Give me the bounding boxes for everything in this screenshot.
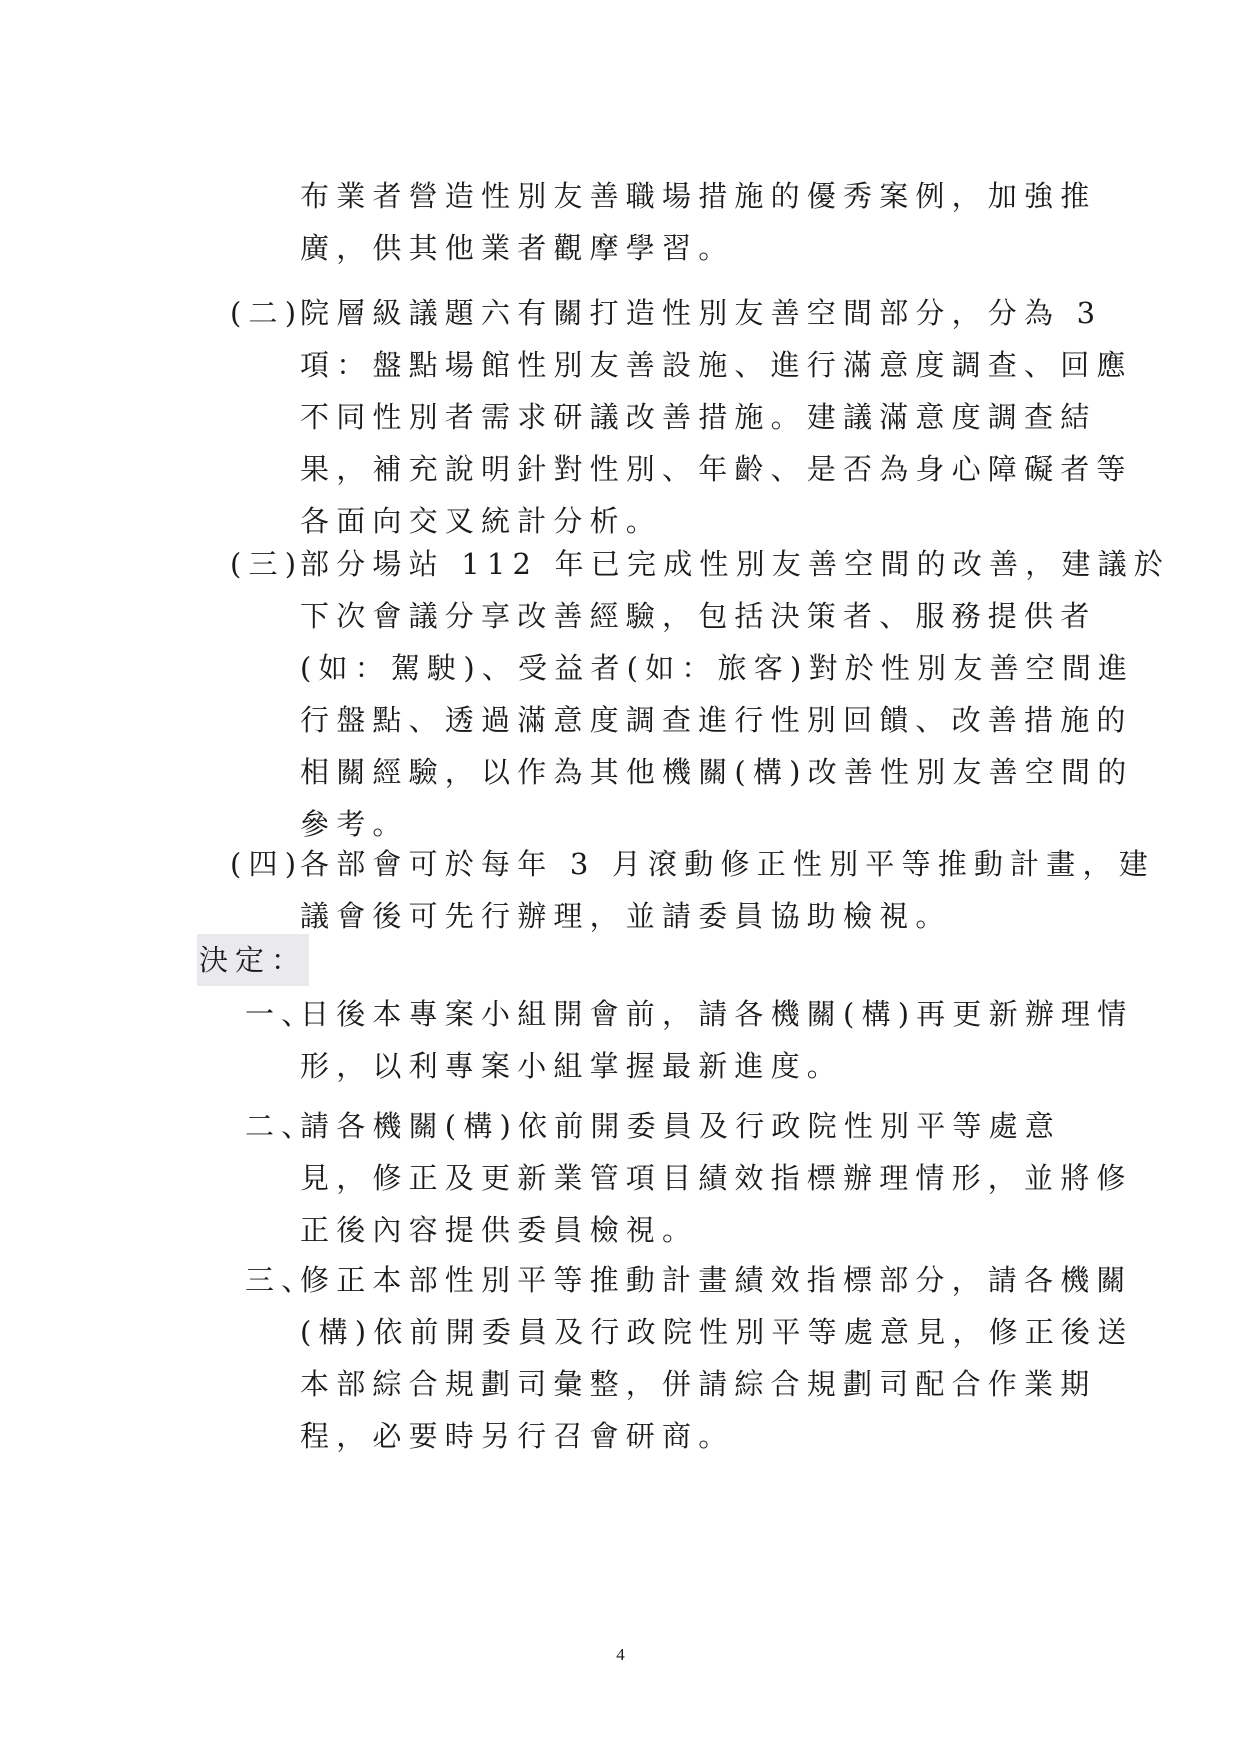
text-line: 見，修正及更新業管項目績效指標辦理情形，並將修 (300, 1161, 1133, 1195)
text-line: 程，必要時另行召會研商。 (300, 1419, 735, 1453)
text-line: 項：盤點場館性別友善設施、進行滿意度調查、回應 (300, 348, 1133, 382)
text-line: 部分場站 112 年已完成性別友善空間的改善，建議於 (300, 547, 1170, 581)
text-line: 院層級議題六有關打造性別友善空間部分，分為 3 (300, 296, 1103, 330)
text-line: 形，以利專案小組掌握最新進度。 (300, 1049, 844, 1083)
text-line: 請各機關(構)依前開委員及行政院性別平等處意 (300, 1109, 1062, 1143)
text-line: 廣，供其他業者觀摩學習。 (300, 231, 735, 265)
decision-heading: 決定： (197, 934, 309, 986)
text-line: 日後本專案小組開會前，請各機關(構)再更新辦理情 (300, 997, 1134, 1031)
text-line: 不同性別者需求研議改善措施。建議滿意度調查結 (300, 400, 1097, 434)
text-line: 議會後可先行辦理，並請委員協助檢視。 (300, 899, 952, 933)
text-line: (構)依前開委員及行政院性別平等處意見，修正後送 (300, 1315, 1134, 1349)
item-marker: 二、 (245, 1109, 318, 1143)
text-line: 參考。 (300, 807, 409, 841)
text-line: (如：駕駛)、受益者(如：旅客)對於性別友善空間進 (300, 651, 1135, 685)
continuation-paragraph (300, 170, 1096, 274)
text-line: 下次會議分享改善經驗，包括決策者、服務提供者 (300, 599, 1097, 633)
text-line: 相關經驗，以作為其他機關(構)改善性別友善空間的 (300, 755, 1134, 789)
text-line: 果，補充說明針對性別、年齡、是否為身心障礙者等 (300, 452, 1133, 486)
text-line: 正後內容提供委員檢視。 (300, 1213, 699, 1247)
text-line: 本部綜合規劃司彙整，併請綜合規劃司配合作業期 (300, 1367, 1097, 1401)
text-line: 修正本部性別平等推動計畫績效指標部分，請各機關 (300, 1263, 1133, 1297)
text-line: 各面向交叉統計分析。 (300, 504, 663, 538)
item-marker: (四) (230, 847, 304, 881)
text-line: 行盤點、透過滿意度調查進行性別回饋、改善措施的 (300, 703, 1133, 737)
item-marker: 一、 (245, 997, 318, 1031)
text-line: 布業者營造性別友善職場措施的優秀案例，加強推 (300, 179, 1097, 213)
text-line: 各部會可於每年 3 月滾動修正性別平等推動計畫，建 (300, 847, 1155, 881)
item-marker: (二) (230, 296, 304, 330)
item-marker: 三、 (245, 1263, 318, 1297)
item-marker: (三) (230, 547, 304, 581)
page-number: 4 (616, 1645, 625, 1664)
